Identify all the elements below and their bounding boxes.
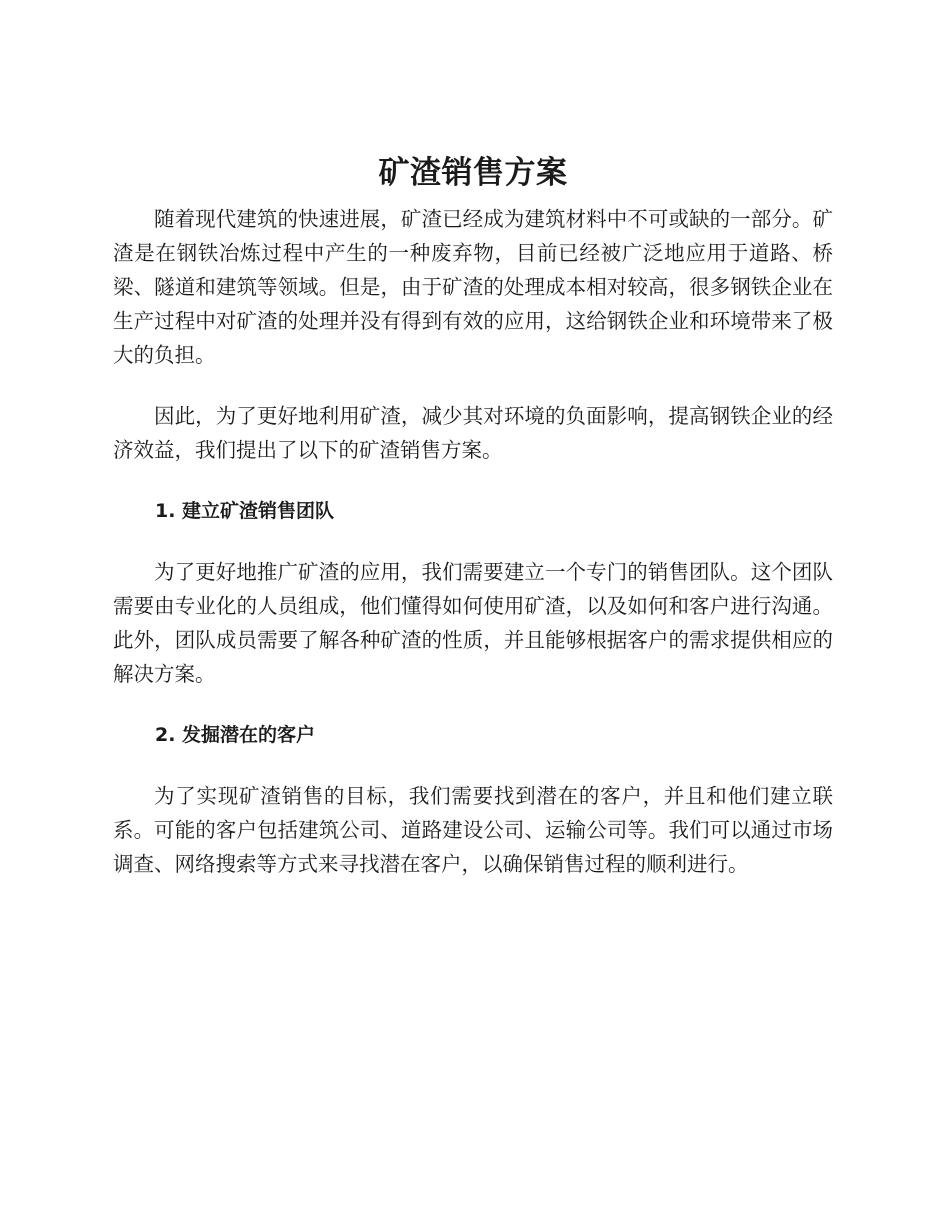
document-body bbox=[113, 150, 833, 881]
paragraph-spacer bbox=[113, 752, 833, 779]
intro-paragraph: 随着现代建筑的快速进展，矿渣已经成为建筑材料中不可或缺的一部分。矿渣是在钢铁冶炼过程中产生的一种废弃物，目前已经被广泛地应用于道路、桥梁、隧道和建筑等领域。但是，由于矿渣的处理成本相对较高，很多钢铁企业在生产过程中对矿渣的处理并没有得到有效的应用，这给钢铁企业和环境带来了极大的负担。 bbox=[113, 207, 833, 367]
paragraph-spacer bbox=[113, 691, 833, 718]
section-body-sales-team: 为了更好地推广矿渣的应用，我们需要建立一个专门的销售团队。这个团队需要由专业化的人员组成，他们懂得如何使用矿渣，以及如何和客户进行沟通。此外，团队成员需要了解各种矿渣的性质，并且能够根据客户的需求提供相应的解决方案。 bbox=[113, 560, 833, 686]
document-title: 矿渣销售方案 bbox=[378, 155, 568, 191]
paragraph-spacer bbox=[113, 528, 833, 555]
section-heading-sales-team: 1. 建立矿渣销售团队 bbox=[155, 500, 335, 522]
section-heading-potential-customers: 2. 发掘潜在的客户 bbox=[155, 724, 316, 746]
paragraph-spacer bbox=[113, 372, 833, 399]
purpose-paragraph: 因此，为了更好地利用矿渣，减少其对环境的负面影响，提高钢铁企业的经济效益，我们提出了以下的矿渣销售方案。 bbox=[113, 404, 833, 462]
section-body-potential-customers: 为了实现矿渣销售的目标，我们需要找到潜在的客户，并且和他们建立联系。可能的客户包括建筑公司、道路建设公司、运输公司等。我们可以通过市场调查、网络搜索等方式来寻找潜在客户，以确保销售过程的顺利进行。 bbox=[113, 784, 833, 876]
paragraph-spacer bbox=[113, 467, 833, 494]
